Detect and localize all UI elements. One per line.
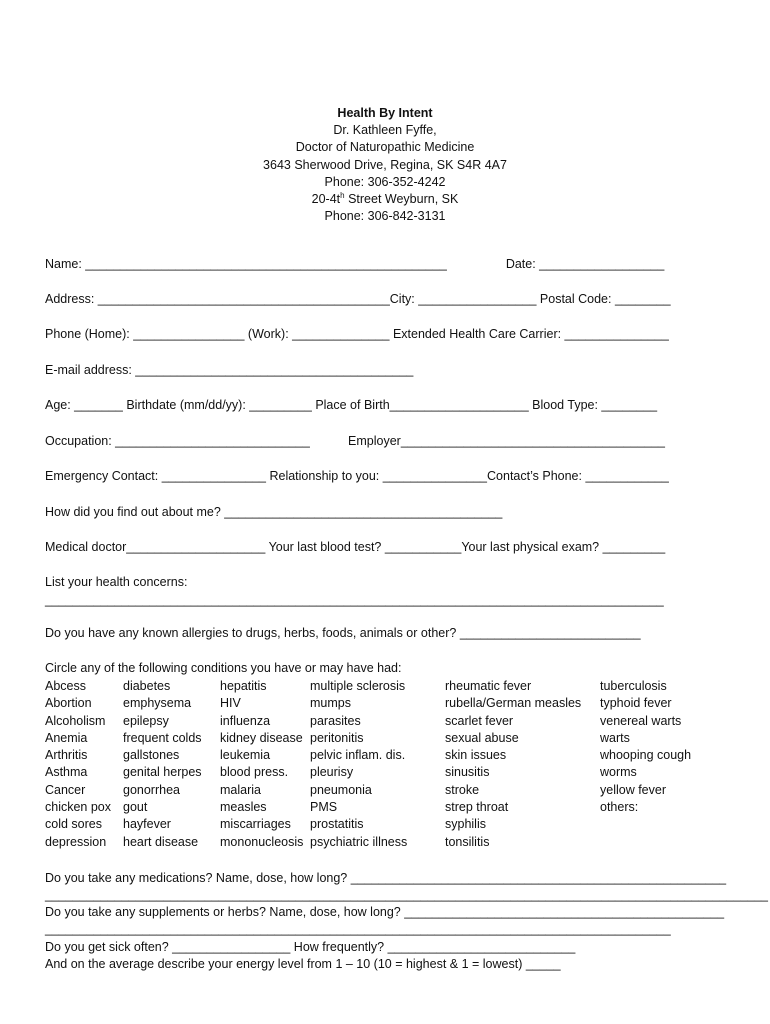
address-weyburn-number: 20-4t xyxy=(311,192,341,207)
condition-item[interactable]: venereal warts xyxy=(600,713,682,728)
clinic-phone-weyburn: Phone: 306-842-3131 xyxy=(324,209,446,224)
email-row[interactable]: E-mail address: ________________________________________ xyxy=(45,363,414,377)
condition-item[interactable]: prostatitis xyxy=(310,817,364,832)
condition-item[interactable]: tuberculosis xyxy=(600,679,667,693)
clinic-address-regina: 3643 Sherwood Drive, Regina, SK S4R 4A7 xyxy=(263,157,507,172)
health-concerns-label: List your health concerns: xyxy=(45,575,188,589)
condition-item[interactable]: miscarriages xyxy=(220,817,291,832)
condition-item[interactable]: influenza xyxy=(220,713,271,728)
medications-line[interactable]: ________________________________________________________________________________________________________ xyxy=(45,888,768,902)
conditions-column-1[interactable] xyxy=(45,678,111,851)
conditions-column-2[interactable] xyxy=(123,678,202,851)
condition-item[interactable]: hayfever xyxy=(123,817,171,832)
condition-item[interactable]: pleurisy xyxy=(310,765,354,780)
condition-item[interactable]: Abortion xyxy=(45,696,92,711)
condition-item[interactable]: pelvic inflam. dis. xyxy=(310,748,406,763)
medications-row[interactable]: Do you take any medications? Name, dose, how long? ______________________________________________________ xyxy=(45,871,727,885)
energy-level-row[interactable]: And on the average describe your energy level from 1 – 10 (10 = highest & 1 = lowest) _____ xyxy=(45,957,561,971)
conditions-column-3[interactable] xyxy=(220,678,303,851)
condition-item[interactable]: worms xyxy=(600,765,637,780)
condition-item[interactable]: hepatitis xyxy=(220,679,267,693)
conditions-intro: Circle any of the following conditions you have or may have had: xyxy=(45,661,402,675)
condition-item[interactable]: rheumatic fever xyxy=(445,679,532,693)
conditions-column-5[interactable] xyxy=(445,678,581,851)
condition-item[interactable]: gallstones xyxy=(123,748,180,763)
condition-item[interactable]: Anemia xyxy=(45,730,88,745)
condition-item[interactable]: yellow fever xyxy=(600,782,666,797)
condition-item[interactable]: measles xyxy=(220,800,267,815)
condition-item[interactable]: Arthritis xyxy=(45,748,88,763)
condition-item[interactable]: typhoid fever xyxy=(600,696,672,711)
condition-item[interactable]: heart disease xyxy=(123,834,199,849)
conditions-column-4[interactable] xyxy=(310,678,407,851)
address-row[interactable]: Address: __________________________________________City: _________________ Postal Code: ________ xyxy=(45,292,671,306)
condition-item[interactable]: Asthma xyxy=(45,765,88,780)
condition-item[interactable]: parasites xyxy=(310,713,361,728)
doctor-name: Dr. Kathleen Fyffe, xyxy=(333,123,437,138)
condition-item[interactable]: Abcess xyxy=(45,679,86,693)
clinic-address-weyburn xyxy=(0,191,770,208)
condition-item[interactable]: epilepsy xyxy=(123,713,169,728)
condition-item[interactable]: gonorrhea xyxy=(123,782,180,797)
address-weyburn-superscript: h xyxy=(340,190,345,200)
condition-item[interactable]: cold sores xyxy=(45,817,102,832)
condition-item[interactable]: strep throat xyxy=(445,800,509,815)
condition-item[interactable]: frequent colds xyxy=(123,730,202,745)
condition-item[interactable]: depression xyxy=(45,834,107,849)
condition-item[interactable]: PMS xyxy=(310,800,338,815)
emergency-contact-row[interactable]: Emergency Contact: _______________ Relationship to you: _______________Contact’s Phone: ____________ xyxy=(45,469,669,483)
sick-frequency-row[interactable]: Do you get sick often? _________________ How frequently? ___________________________ xyxy=(45,940,576,954)
condition-item[interactable]: sexual abuse xyxy=(445,730,519,745)
condition-item[interactable]: Cancer xyxy=(45,782,86,797)
occupation-employer-row[interactable]: Occupation: ____________________________ Employer______________________________________ xyxy=(45,434,666,448)
doctor-credential: Doctor of Naturopathic Medicine xyxy=(295,140,475,155)
condition-item[interactable]: leukemia xyxy=(220,748,271,763)
medical-history-row[interactable]: Medical doctor____________________ Your last blood test? ___________Your last physical exam? _________ xyxy=(45,540,666,554)
name-date-row[interactable]: Name: ____________________________________________________ Date: __________________ xyxy=(45,257,665,271)
condition-item[interactable]: sinusitis xyxy=(445,765,490,780)
condition-item[interactable]: gout xyxy=(123,800,148,815)
age-birth-bloodtype-row[interactable]: Age: _______ Birthdate (mm/dd/yy): _________ Place of Birth____________________ Blood Type: ________ xyxy=(45,398,658,412)
condition-item[interactable]: malaria xyxy=(220,782,261,797)
health-concerns-line[interactable]: _________________________________________________________________________________________ xyxy=(45,593,664,607)
condition-item[interactable]: mumps xyxy=(310,696,351,711)
condition-item[interactable]: rubella/German measles xyxy=(445,696,582,711)
condition-item[interactable]: whooping cough xyxy=(600,748,692,763)
supplements-line[interactable]: __________________________________________________________________________________________ xyxy=(45,922,671,936)
condition-item[interactable]: chicken pox xyxy=(45,800,112,815)
clinic-name: Health By Intent xyxy=(337,106,433,120)
condition-item[interactable]: skin issues xyxy=(445,748,507,763)
address-weyburn-street: Street Weyburn, SK xyxy=(344,192,459,207)
conditions-checklist xyxy=(45,678,745,858)
supplements-row[interactable]: Do you take any supplements or herbs? Name, dose, how long? ______________________________________________ xyxy=(45,905,725,919)
condition-item[interactable]: mononucleosis xyxy=(220,834,304,849)
condition-item[interactable]: syphilis xyxy=(445,817,486,832)
condition-item[interactable]: others: xyxy=(600,800,639,815)
phone-carrier-row[interactable]: Phone (Home): ________________ (Work): ______________ Extended Health Care Carrier: _______________ xyxy=(45,327,669,341)
condition-item[interactable]: stroke xyxy=(445,782,480,797)
condition-item[interactable]: diabetes xyxy=(123,679,171,693)
form-header xyxy=(0,105,770,225)
condition-item[interactable]: peritonitis xyxy=(310,730,364,745)
referral-source-row[interactable]: How did you find out about me? ________________________________________ xyxy=(45,505,503,519)
condition-item[interactable]: emphysema xyxy=(123,696,192,711)
condition-item[interactable]: scarlet fever xyxy=(445,713,514,728)
condition-item[interactable]: Alcoholism xyxy=(45,713,106,728)
condition-item[interactable]: psychiatric illness xyxy=(310,834,408,849)
condition-item[interactable]: blood press. xyxy=(220,765,289,780)
condition-item[interactable]: pneumonia xyxy=(310,782,372,797)
condition-item[interactable]: genital herpes xyxy=(123,765,202,780)
conditions-column-6[interactable] xyxy=(600,678,691,816)
condition-item[interactable]: HIV xyxy=(220,696,241,711)
condition-item[interactable]: kidney disease xyxy=(220,730,303,745)
condition-item[interactable]: tonsilitis xyxy=(445,834,490,849)
condition-item[interactable]: multiple sclerosis xyxy=(310,679,406,693)
clinic-phone-regina: Phone: 306-352-4242 xyxy=(324,174,446,189)
condition-item[interactable]: warts xyxy=(600,730,630,745)
allergies-row[interactable]: Do you have any known allergies to drugs, herbs, foods, animals or other? __________________________ xyxy=(45,626,641,640)
